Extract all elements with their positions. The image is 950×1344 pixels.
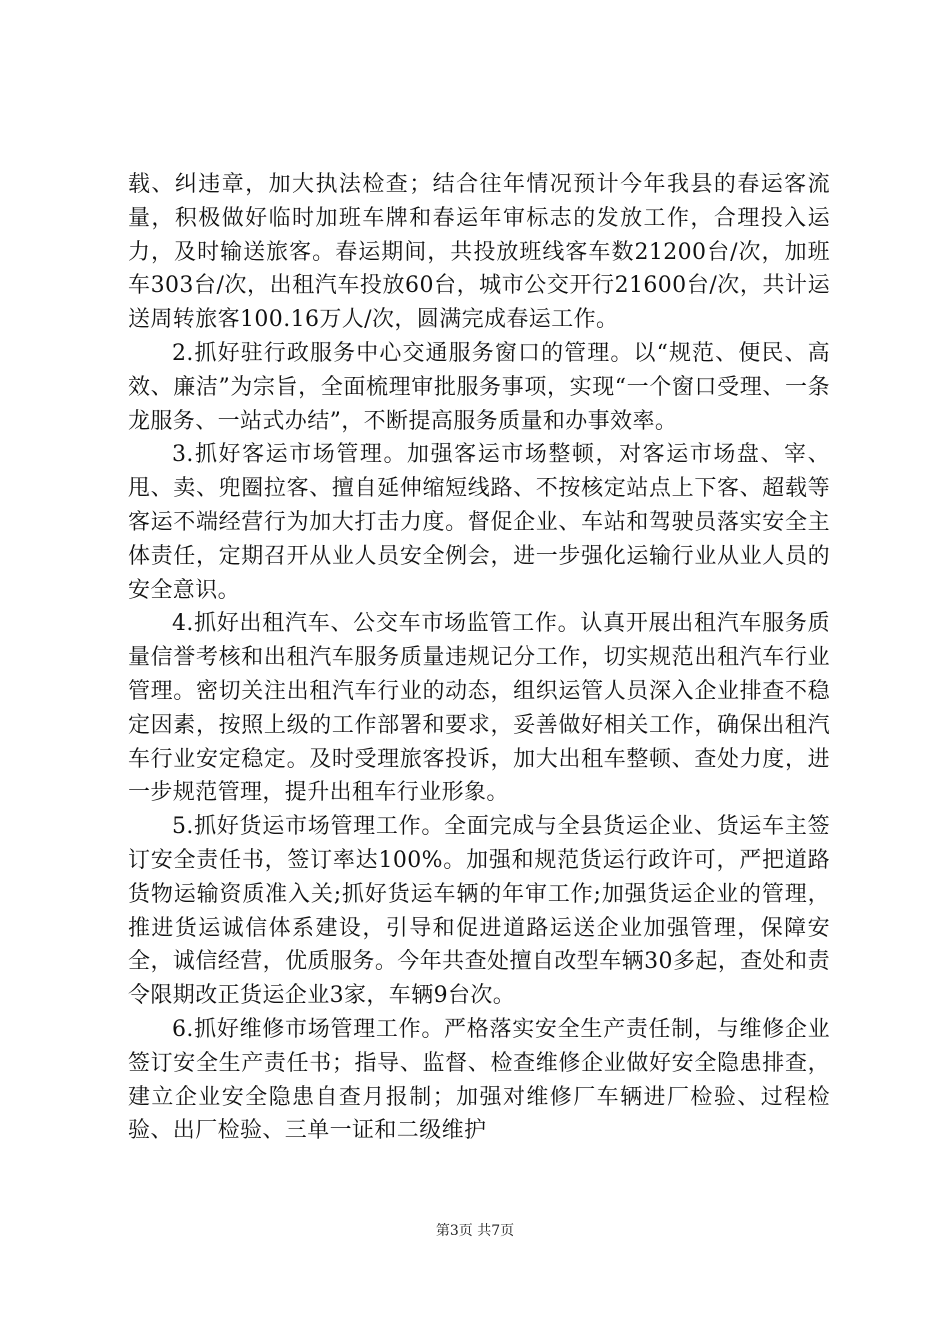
paragraph-item-2: 2.抓好驻行政服务中心交通服务窗口的管理。以“规范、便民、高效、廉洁”为宗旨，全面梳理审批服务事项，实现“一个窗口受理、一条龙服务、一站式办结”，不断提高服务质量和办事效率。 bbox=[128, 340, 830, 434]
paragraph-item-3: 3.抓好客运市场管理。加强客运市场整顿，对客运市场盘、宰、甩、卖、兜圈拉客、擅自延伸缩短线路、不按核定站点上下客、超载等客运不端经营行为加大打击力度。督促企业、车站和驾驶员落实安全主体责任，定期召开从业人员安全例会，进一步强化运输行业从业人员的安全意识。 bbox=[128, 442, 830, 603]
page-footer bbox=[0, 1220, 950, 1240]
page-number-label: 第3页 共7页 bbox=[435, 1223, 515, 1239]
paragraph-item-4: 4.抓好出租汽车、公交车市场监管工作。认真开展出租汽车服务质量信誉考核和出租汽车服务质量违规记分工作，切实规范出租汽车行业管理。密切关注出租汽车行业的动态，组织运管人员深入企业排查不稳定因素，按照上级的工作部署和要求，妥善做好相关工作，确保出租汽车行业安定稳定。及时受理旅客投诉，加大出租车整顿、查处力度，进一步规范管理，提升出租车行业形象。 bbox=[128, 611, 830, 806]
document-body bbox=[128, 168, 830, 1148]
paragraph-item-6: 6.抓好维修市场管理工作。严格落实安全生产责任制，与维修企业签订安全生产责任书；指导、监督、检查维修企业做好安全隐患排查，建立企业安全隐患自查月报制；加强对维修厂车辆进厂检验、过程检验、出厂检验、三单一证和二级维护 bbox=[128, 1016, 830, 1144]
paragraph-item-5: 5.抓好货运市场管理工作。全面完成与全县货运企业、货运车主签订安全责任书，签订率达100%。加强和规范货运行政许可，严把道路货物运输资质准入关;抓好货运车辆的年审工作;加强货运企业的管理，推进货运诚信体系建设，引导和促进道路运送企业加强管理，保障安全，诚信经营，优质服务。今年共查处擅自改型车辆30多起，查处和责令限期改正货运企业3家，车辆9台次。 bbox=[128, 814, 830, 1009]
paragraph-continuation: 载、纠违章，加大执法检查；结合往年情况预计今年我县的春运客流量，积极做好临时加班车牌和春运年审标志的发放工作，合理投入运力，及时输送旅客。春运期间，共投放班线客车数21200台/次，加班车303台/次，出租汽车投放60台，城市公交开行21600台/次，共计运送周转旅客100.16万人/次，圆满完成春运工作。 bbox=[128, 172, 830, 333]
